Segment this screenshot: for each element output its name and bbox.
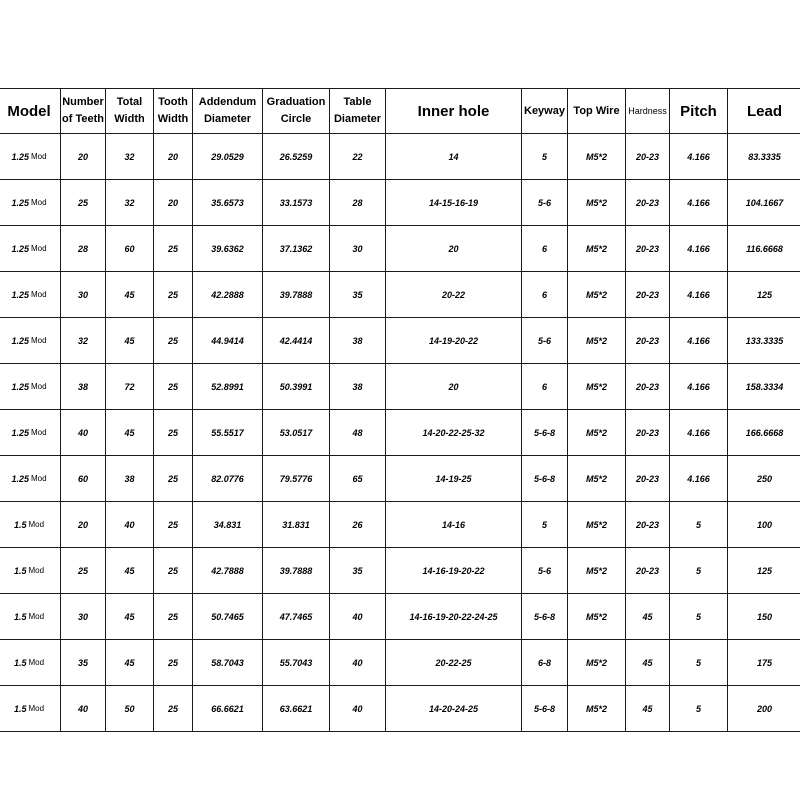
keyway-cell: 5-6 [522, 548, 568, 594]
module-value: 1.25 [11, 197, 29, 208]
lead-cell: 104.1667 [728, 180, 800, 226]
module-value: 1.25 [11, 243, 29, 254]
table-diameter-cell: 65 [330, 456, 386, 502]
keyway-cell: 6 [522, 272, 568, 318]
table-row [0, 594, 800, 640]
graduation-cell: 53.0517 [263, 410, 330, 456]
inner-hole-cell: 20 [386, 226, 522, 272]
inner-hole-cell: 20 [386, 364, 522, 410]
teeth-cell: 32 [61, 318, 106, 364]
pitch-cell: 4.166 [670, 272, 728, 318]
module-unit: Mod [30, 381, 47, 391]
addendum-cell: 42.2888 [193, 272, 263, 318]
inner-hole-cell: 14-16 [386, 502, 522, 548]
top-wire-cell: M5*2 [568, 502, 626, 548]
table-row [0, 410, 800, 456]
tooth-width-cell: 25 [154, 226, 193, 272]
tooth-width-cell: 25 [154, 364, 193, 410]
lead-cell: 125 [728, 548, 800, 594]
inner-hole-cell: 14-16-19-20-22-24-25 [386, 594, 522, 640]
addendum-cell: 42.7888 [193, 548, 263, 594]
tooth-width-cell: 25 [154, 318, 193, 364]
module-unit: Mod [30, 289, 47, 299]
graduation-cell: 26.5259 [263, 134, 330, 180]
module-unit: Mod [28, 565, 45, 575]
total-width-cell: 45 [106, 410, 154, 456]
graduation-cell: 42.4414 [263, 318, 330, 364]
keyway-cell: 5 [522, 502, 568, 548]
graduation-cell: 55.7043 [263, 640, 330, 686]
header-table-diameter: Table Diameter [330, 89, 386, 134]
graduation-cell: 37.1362 [263, 226, 330, 272]
teeth-cell: 30 [61, 594, 106, 640]
lead-cell: 125 [728, 272, 800, 318]
table-diameter-cell: 40 [330, 594, 386, 640]
graduation-cell: 31.831 [263, 502, 330, 548]
graduation-cell: 33.1573 [263, 180, 330, 226]
model-cell [0, 548, 61, 594]
teeth-cell: 30 [61, 272, 106, 318]
inner-hole-cell: 14 [386, 134, 522, 180]
header-tooth-width: Tooth Width [154, 89, 193, 134]
module-value: 1.25 [11, 381, 29, 392]
table-body [0, 134, 800, 732]
table-row [0, 180, 800, 226]
total-width-cell: 45 [106, 318, 154, 364]
keyway-cell: 5-6-8 [522, 686, 568, 732]
module-value: 1.5 [13, 657, 27, 668]
keyway-cell: 5-6-8 [522, 410, 568, 456]
module-value: 1.25 [11, 473, 29, 484]
lead-cell: 175 [728, 640, 800, 686]
lead-cell: 166.6668 [728, 410, 800, 456]
tooth-width-cell: 25 [154, 594, 193, 640]
inner-hole-cell: 20-22-25 [386, 640, 522, 686]
table-diameter-cell: 38 [330, 364, 386, 410]
keyway-cell: 5-6-8 [522, 456, 568, 502]
module-unit: Mod [28, 703, 45, 713]
inner-hole-cell: 14-15-16-19 [386, 180, 522, 226]
pitch-cell: 5 [670, 640, 728, 686]
keyway-cell: 6 [522, 226, 568, 272]
hardness-cell: 45 [626, 640, 670, 686]
lead-cell: 83.3335 [728, 134, 800, 180]
model-cell [0, 134, 61, 180]
table-row [0, 272, 800, 318]
total-width-cell: 40 [106, 502, 154, 548]
module-unit: Mod [30, 197, 47, 207]
model-cell [0, 686, 61, 732]
keyway-cell: 5 [522, 134, 568, 180]
keyway-cell: 5-6-8 [522, 594, 568, 640]
addendum-cell: 58.7043 [193, 640, 263, 686]
tooth-width-cell: 20 [154, 134, 193, 180]
graduation-cell: 50.3991 [263, 364, 330, 410]
teeth-cell: 40 [61, 686, 106, 732]
module-unit: Mod [30, 335, 47, 345]
gear-spec-table [0, 88, 800, 732]
hardness-cell: 20-23 [626, 456, 670, 502]
table-row [0, 640, 800, 686]
model-cell [0, 502, 61, 548]
lead-cell: 250 [728, 456, 800, 502]
teeth-cell: 20 [61, 502, 106, 548]
table-diameter-cell: 48 [330, 410, 386, 456]
tooth-width-cell: 25 [154, 456, 193, 502]
graduation-cell: 47.7465 [263, 594, 330, 640]
hardness-cell: 20-23 [626, 502, 670, 548]
table-diameter-cell: 30 [330, 226, 386, 272]
pitch-cell: 4.166 [670, 134, 728, 180]
top-wire-cell: M5*2 [568, 272, 626, 318]
module-value: 1.5 [13, 565, 27, 576]
hardness-cell: 20-23 [626, 226, 670, 272]
hardness-cell: 45 [626, 686, 670, 732]
addendum-cell: 66.6621 [193, 686, 263, 732]
model-cell [0, 640, 61, 686]
module-unit: Mod [28, 519, 45, 529]
hardness-cell: 20-23 [626, 548, 670, 594]
table-row [0, 318, 800, 364]
total-width-cell: 32 [106, 180, 154, 226]
model-cell [0, 180, 61, 226]
header-lead: Lead [728, 89, 800, 134]
total-width-cell: 50 [106, 686, 154, 732]
hardness-cell: 20-23 [626, 134, 670, 180]
table-diameter-cell: 26 [330, 502, 386, 548]
module-unit: Mod [28, 611, 45, 621]
inner-hole-cell: 14-20-22-25-32 [386, 410, 522, 456]
module-unit: Mod [30, 427, 47, 437]
addendum-cell: 55.5517 [193, 410, 263, 456]
addendum-cell: 29.0529 [193, 134, 263, 180]
table-diameter-cell: 22 [330, 134, 386, 180]
lead-cell: 116.6668 [728, 226, 800, 272]
inner-hole-cell: 14-16-19-20-22 [386, 548, 522, 594]
pitch-cell: 4.166 [670, 318, 728, 364]
top-wire-cell: M5*2 [568, 640, 626, 686]
header-pitch: Pitch [670, 89, 728, 134]
keyway-cell: 6 [522, 364, 568, 410]
top-wire-cell: M5*2 [568, 410, 626, 456]
keyway-cell: 6-8 [522, 640, 568, 686]
graduation-cell: 79.5776 [263, 456, 330, 502]
pitch-cell: 5 [670, 594, 728, 640]
teeth-cell: 25 [61, 548, 106, 594]
addendum-cell: 35.6573 [193, 180, 263, 226]
inner-hole-cell: 14-19-20-22 [386, 318, 522, 364]
model-cell [0, 364, 61, 410]
pitch-cell: 5 [670, 548, 728, 594]
top-wire-cell: M5*2 [568, 180, 626, 226]
header-total-width: Total Width [106, 89, 154, 134]
hardness-cell: 20-23 [626, 318, 670, 364]
lead-cell: 133.3335 [728, 318, 800, 364]
tooth-width-cell: 20 [154, 180, 193, 226]
model-cell [0, 226, 61, 272]
module-unit: Mod [30, 473, 47, 483]
hardness-cell: 20-23 [626, 272, 670, 318]
lead-cell: 200 [728, 686, 800, 732]
table-diameter-cell: 40 [330, 640, 386, 686]
header-keyway: Keyway [522, 89, 568, 134]
addendum-cell: 82.0776 [193, 456, 263, 502]
table-row [0, 502, 800, 548]
module-value: 1.5 [13, 611, 27, 622]
total-width-cell: 45 [106, 640, 154, 686]
inner-hole-cell: 14-20-24-25 [386, 686, 522, 732]
table-diameter-cell: 35 [330, 548, 386, 594]
tooth-width-cell: 25 [154, 686, 193, 732]
pitch-cell: 5 [670, 686, 728, 732]
addendum-cell: 39.6362 [193, 226, 263, 272]
top-wire-cell: M5*2 [568, 548, 626, 594]
table-row [0, 548, 800, 594]
keyway-cell: 5-6 [522, 180, 568, 226]
tooth-width-cell: 25 [154, 272, 193, 318]
table-diameter-cell: 40 [330, 686, 386, 732]
model-cell [0, 272, 61, 318]
addendum-cell: 50.7465 [193, 594, 263, 640]
header-graduation-circle: Graduation Circle [263, 89, 330, 134]
table-row [0, 226, 800, 272]
teeth-cell: 40 [61, 410, 106, 456]
addendum-cell: 44.9414 [193, 318, 263, 364]
header-inner-hole: Inner hole [386, 89, 522, 134]
module-value: 1.25 [11, 151, 29, 162]
tooth-width-cell: 25 [154, 640, 193, 686]
graduation-cell: 39.7888 [263, 548, 330, 594]
model-cell [0, 456, 61, 502]
addendum-cell: 34.831 [193, 502, 263, 548]
teeth-cell: 38 [61, 364, 106, 410]
inner-hole-cell: 20-22 [386, 272, 522, 318]
tooth-width-cell: 25 [154, 502, 193, 548]
pitch-cell: 4.166 [670, 226, 728, 272]
top-wire-cell: M5*2 [568, 456, 626, 502]
top-wire-cell: M5*2 [568, 364, 626, 410]
table-row [0, 686, 800, 732]
tooth-width-cell: 25 [154, 410, 193, 456]
hardness-cell: 20-23 [626, 180, 670, 226]
teeth-cell: 35 [61, 640, 106, 686]
pitch-cell: 4.166 [670, 364, 728, 410]
module-value: 1.25 [11, 289, 29, 300]
teeth-cell: 25 [61, 180, 106, 226]
addendum-cell: 52.8991 [193, 364, 263, 410]
top-wire-cell: M5*2 [568, 318, 626, 364]
model-cell [0, 318, 61, 364]
tooth-width-cell: 25 [154, 548, 193, 594]
pitch-cell: 4.166 [670, 410, 728, 456]
pitch-cell: 5 [670, 502, 728, 548]
table-row [0, 456, 800, 502]
module-unit: Mod [30, 243, 47, 253]
model-cell [0, 410, 61, 456]
table-row [0, 134, 800, 180]
hardness-cell: 20-23 [626, 410, 670, 456]
teeth-cell: 20 [61, 134, 106, 180]
top-wire-cell: M5*2 [568, 594, 626, 640]
module-unit: Mod [28, 657, 45, 667]
graduation-cell: 63.6621 [263, 686, 330, 732]
header-row [0, 89, 800, 134]
total-width-cell: 38 [106, 456, 154, 502]
total-width-cell: 72 [106, 364, 154, 410]
teeth-cell: 28 [61, 226, 106, 272]
table-row [0, 364, 800, 410]
inner-hole-cell: 14-19-25 [386, 456, 522, 502]
header-addendum-diameter: Addendum Diameter [193, 89, 263, 134]
module-value: 1.5 [13, 703, 27, 714]
total-width-cell: 60 [106, 226, 154, 272]
header-model: Model [0, 89, 61, 134]
pitch-cell: 4.166 [670, 180, 728, 226]
lead-cell: 150 [728, 594, 800, 640]
header-top-wire: Top Wire [568, 89, 626, 134]
lead-cell: 158.3334 [728, 364, 800, 410]
module-value: 1.5 [13, 519, 27, 530]
hardness-cell: 45 [626, 594, 670, 640]
table-diameter-cell: 38 [330, 318, 386, 364]
total-width-cell: 32 [106, 134, 154, 180]
top-wire-cell: M5*2 [568, 226, 626, 272]
total-width-cell: 45 [106, 594, 154, 640]
hardness-cell: 20-23 [626, 364, 670, 410]
graduation-cell: 39.7888 [263, 272, 330, 318]
module-unit: Mod [30, 151, 47, 161]
total-width-cell: 45 [106, 548, 154, 594]
top-wire-cell: M5*2 [568, 686, 626, 732]
header-number-of-teeth: Number of Teeth [61, 89, 106, 134]
top-wire-cell: M5*2 [568, 134, 626, 180]
module-value: 1.25 [11, 427, 29, 438]
keyway-cell: 5-6 [522, 318, 568, 364]
table-diameter-cell: 28 [330, 180, 386, 226]
header-hardness: Hardness [626, 89, 670, 134]
module-value: 1.25 [11, 335, 29, 346]
lead-cell: 100 [728, 502, 800, 548]
model-cell [0, 594, 61, 640]
total-width-cell: 45 [106, 272, 154, 318]
teeth-cell: 60 [61, 456, 106, 502]
pitch-cell: 4.166 [670, 456, 728, 502]
table-diameter-cell: 35 [330, 272, 386, 318]
